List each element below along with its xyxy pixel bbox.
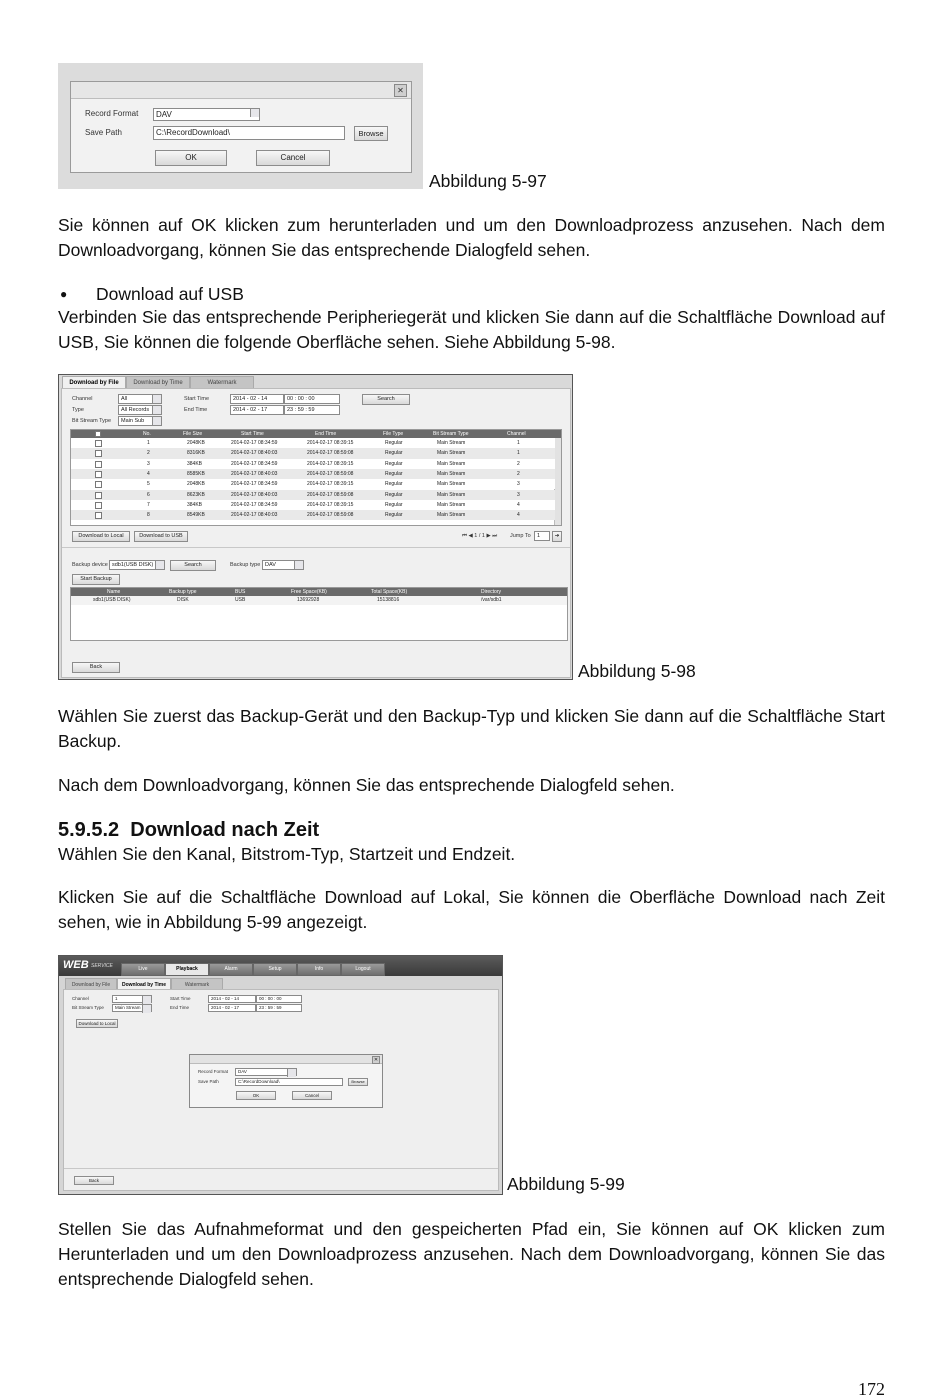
- type-label: Type: [72, 407, 84, 413]
- download-to-local-button[interactable]: Download to Local: [72, 531, 130, 542]
- row-checkbox[interactable]: [95, 512, 102, 519]
- dialog-titlebar: [71, 82, 411, 99]
- cell-file-type: Regular: [385, 512, 403, 519]
- row-checkbox[interactable]: [95, 461, 102, 468]
- paragraph-choose-backup: Wählen Sie zuerst das Backup-Gerät und den Backup-Typ und klicken Sie dann auf die Schaltfläche Start Backup.: [58, 706, 885, 751]
- cell-start-time: 2014-02-17 08:34:59: [231, 481, 278, 488]
- cancel-button[interactable]: Cancel: [256, 150, 330, 166]
- table-row[interactable]: [71, 510, 555, 520]
- col-header-start-time: Start Time: [241, 431, 264, 437]
- cell-file-size: 8585KB: [187, 470, 205, 477]
- figure-caption-5-99: Abbildung 5-99: [507, 1174, 625, 1194]
- figure-caption-5-97: Abbildung 5-97: [429, 171, 547, 191]
- cell-file-size: 8316KB: [187, 450, 205, 457]
- cell-end-time: 2014-02-17 08:39:15: [307, 501, 354, 508]
- table-scrollbar[interactable]: [554, 438, 561, 525]
- save-path-label: Save Path: [85, 128, 122, 137]
- row-checkbox[interactable]: [95, 450, 102, 457]
- table-row[interactable]: [71, 490, 555, 500]
- end-time-label-99: End Time: [170, 1005, 190, 1010]
- ok-button[interactable]: OK: [155, 150, 227, 166]
- cell-file-size: 2048KB: [187, 440, 205, 446]
- tab-download-by-time[interactable]: Download by Time: [126, 376, 190, 389]
- bitstream-label-99: Bit Stream Type: [72, 1005, 104, 1010]
- record-table: [70, 429, 562, 526]
- tab-download-by-file[interactable]: Download by File: [62, 376, 126, 389]
- device-cell-free-space: 13692928: [297, 597, 320, 603]
- cell-channel: 2: [517, 470, 520, 477]
- nav-live[interactable]: Live: [121, 963, 165, 976]
- cancel-button-99[interactable]: Cancel: [292, 1091, 332, 1100]
- device-table: [70, 587, 568, 641]
- end-date-input[interactable]: 2014 - 02 - 17: [230, 405, 284, 415]
- end-date-input-99[interactable]: 2014 - 02 - 17: [208, 1004, 256, 1012]
- web-header: [59, 956, 502, 976]
- type-select[interactable]: All Records: [118, 405, 162, 415]
- device-cell-backup-type: DISK: [177, 597, 189, 603]
- record-download-dialog-99: [189, 1054, 383, 1108]
- cell-bit-stream-type: Main Stream: [437, 450, 466, 457]
- cell-file-type: Regular: [385, 460, 403, 467]
- paragraph-set-format-path: Stellen Sie das Aufnahmeformat und den gespeicherten Pfad ein, Sie können auf OK klicken zum Herunterladen und um den Downloadprozess anzusehen. Nach dem Downloadvorgang, können Sie das entsprechende Dialogfeld sehen.: [58, 1219, 885, 1289]
- start-time-input[interactable]: 00 : 00 : 00: [284, 394, 340, 404]
- back-button-99[interactable]: Back: [74, 1176, 114, 1185]
- search-button[interactable]: Search: [362, 394, 410, 405]
- cell-no: 3: [147, 460, 150, 467]
- cell-file-type: Regular: [385, 501, 403, 508]
- row-checkbox[interactable]: [95, 502, 102, 509]
- paragraph-choose-channel: Wählen Sie den Kanal, Bitstrom-Typ, Startzeit und Endzeit.: [58, 844, 516, 864]
- cell-start-time: 2014-02-17 08:40:03: [231, 470, 278, 477]
- cell-file-type: Regular: [385, 481, 403, 488]
- cell-no: 6: [147, 491, 150, 498]
- cell-end-time: 2014-02-17 08:59:08: [307, 450, 354, 457]
- page-number: 172: [858, 1379, 885, 1399]
- device-col-bus: BUS: [235, 589, 246, 595]
- cell-start-time: 2014-02-17 08:40:03: [231, 512, 278, 519]
- figure-5-97-screenshot: [58, 63, 423, 189]
- top-nav: [121, 963, 502, 975]
- table-header: [71, 430, 561, 438]
- channel-select[interactable]: All: [118, 394, 162, 404]
- cell-start-time: 2014-02-17 08:34:59: [231, 460, 278, 467]
- cell-no: 2: [147, 450, 150, 457]
- save-path-label-99: Save Path: [198, 1079, 219, 1084]
- col-header-channel: Channel: [507, 431, 526, 437]
- cell-channel: 2: [517, 460, 520, 467]
- cell-end-time: 2014-02-17 08:39:15: [307, 481, 354, 488]
- col-header-file-type: File Type: [383, 431, 404, 437]
- cell-end-time: 2014-02-17 08:59:08: [307, 470, 354, 477]
- cell-file-type: Regular: [385, 450, 403, 457]
- start-time-input-99[interactable]: 00 : 00 : 00: [256, 995, 302, 1003]
- cell-no: 4: [147, 470, 150, 477]
- tab-watermark-99[interactable]: Watermark: [171, 978, 223, 991]
- channel-select-99[interactable]: 1: [112, 995, 152, 1003]
- cell-bit-stream-type: Main Stream: [437, 512, 466, 519]
- cell-bit-stream-type: Main Stream: [437, 501, 466, 508]
- cell-no: 5: [147, 481, 150, 488]
- bullet-icon: ●: [60, 287, 68, 301]
- cell-file-type: Regular: [385, 491, 403, 498]
- cell-no: 8: [147, 512, 150, 519]
- device-cell-directory: /var/sdb1: [481, 597, 502, 603]
- jump-go-button[interactable]: ➔: [552, 531, 562, 542]
- cell-bit-stream-type: Main Stream: [437, 470, 466, 477]
- save-path-input-99[interactable]: C:\RecordDownload\: [235, 1078, 343, 1086]
- start-date-input-99[interactable]: 2014 - 02 - 14: [208, 995, 256, 1003]
- device-col-backup-type: Backup type: [169, 589, 197, 595]
- figure-5-99-screenshot: [58, 955, 503, 1195]
- save-path-input[interactable]: C:\RecordDownload\: [153, 126, 345, 140]
- col-header-no: No.: [143, 431, 151, 437]
- cell-channel: 3: [517, 481, 520, 488]
- logo-subtitle: SERVICE: [91, 963, 113, 969]
- cell-file-size: 8623KB: [187, 491, 205, 498]
- cell-start-time: 2014-02-17 08:40:03: [231, 450, 278, 457]
- divider: [62, 547, 570, 548]
- cell-file-type: Regular: [385, 470, 403, 477]
- section-title: Download nach Zeit: [130, 819, 320, 841]
- cell-file-size: 2048KB: [187, 481, 205, 488]
- pager-nav[interactable]: ⏮ ◀ 1 / 1 ▶ ⏭: [462, 533, 498, 539]
- close-icon[interactable]: ✕: [394, 84, 407, 97]
- backup-type-label: Backup type: [230, 562, 261, 568]
- close-icon-99[interactable]: ✕: [373, 1057, 379, 1063]
- start-backup-button[interactable]: Start Backup: [72, 574, 120, 585]
- start-time-label: Start Time: [184, 396, 210, 402]
- record-format-label-99: Record Format: [198, 1069, 229, 1074]
- record-format-label: Record Format: [85, 109, 139, 118]
- cell-bit-stream-type: Main Stream: [437, 460, 466, 467]
- nav-alarm[interactable]: Alarm: [209, 963, 253, 976]
- tab-bar: [62, 376, 572, 388]
- table-row[interactable]: [71, 469, 555, 479]
- cell-no: 7: [147, 501, 150, 508]
- section-heading: [58, 817, 319, 843]
- device-table-header: [71, 588, 567, 596]
- cell-start-time: 2014-02-17 08:34:59: [231, 501, 278, 508]
- table-row[interactable]: [71, 479, 555, 489]
- bitstream-select-99[interactable]: Main Stream: [112, 1004, 152, 1012]
- device-col-free-space: Free Space(KB): [291, 589, 327, 595]
- device-cell-bus: USB: [235, 597, 246, 603]
- nav-playback[interactable]: Playback: [165, 963, 209, 976]
- backup-device-label: Backup device: [72, 562, 108, 568]
- col-header-bit-stream-type: Bit Stream Type: [433, 431, 469, 437]
- bitstream-select[interactable]: Main Sub: [118, 416, 162, 426]
- row-checkbox[interactable]: [95, 492, 102, 499]
- download-to-usb-button[interactable]: Download to USB: [134, 531, 188, 542]
- device-col-name: Name: [107, 589, 121, 595]
- cell-end-time: 2014-02-17 08:59:08: [307, 512, 354, 519]
- start-time-label-99: Start Time: [170, 996, 191, 1001]
- content-panel: [61, 388, 571, 678]
- cell-bit-stream-type: Main Stream: [437, 491, 466, 498]
- browse-button-99[interactable]: Browse: [348, 1078, 368, 1086]
- cell-file-size: 8549KB: [187, 512, 205, 519]
- row-checkbox[interactable]: [95, 481, 102, 488]
- figure-caption-5-98: Abbildung 5-98: [578, 661, 696, 681]
- cell-bit-stream-type: Main Stream: [437, 481, 466, 488]
- row-checkbox[interactable]: [95, 471, 102, 478]
- cell-start-time: 2014-02-17 08:40:03: [231, 491, 278, 498]
- start-date-input[interactable]: 2014 - 02 - 14: [230, 394, 284, 404]
- tab-watermark[interactable]: Watermark: [190, 376, 254, 389]
- cell-file-size: 384KB: [187, 460, 203, 467]
- paragraph-ok-download: Sie können auf OK klicken zum herunterladen und um den Downloadprozess anzusehen. Nach dem Downloadvorgang, können Sie das entsprechende Dialogfeld sehen.: [58, 215, 885, 260]
- cell-start-time: 2014-02-17 08:34:59: [231, 440, 278, 446]
- table-row[interactable]: [71, 500, 555, 510]
- cell-channel: 4: [517, 501, 520, 508]
- bullet-download-usb: Download auf USB: [96, 284, 244, 304]
- backup-type-select[interactable]: DAV: [262, 560, 304, 570]
- cell-end-time: 2014-02-17 08:39:15: [307, 440, 354, 446]
- col-header-end-time: End Time: [315, 431, 337, 437]
- back-button[interactable]: Back: [72, 662, 120, 673]
- cell-file-type: Regular: [385, 440, 403, 446]
- dialog-titlebar-99: [190, 1055, 382, 1064]
- backup-search-button[interactable]: Search: [170, 560, 216, 571]
- bitstream-label: Bit Stream Type: [72, 418, 112, 424]
- paragraph-connect-peripheral: Verbinden Sie das entsprechende Peripheriegerät und klicken Sie dann auf die Schaltfläche Download auf USB, Sie können die folgende Oberfläche sehen. Siehe Abbildung 5-98.: [58, 307, 885, 352]
- row-checkbox[interactable]: [95, 440, 102, 447]
- paragraph-click-download-local: Klicken Sie auf die Schaltfläche Download auf Lokal, Sie können die Oberfläche Download nach Zeit sehen, wie in Abbildung 5-99 angezeigt.: [58, 887, 885, 932]
- record-format-select[interactable]: DAV: [153, 108, 260, 121]
- tab-download-by-time-99[interactable]: Download by Time: [117, 978, 171, 991]
- backup-device-select[interactable]: sdb1(USB DISK): [109, 560, 165, 570]
- download-to-local-button-99[interactable]: Download to Local: [76, 1019, 118, 1028]
- cell-file-size: 384KB: [187, 501, 203, 508]
- col-header-file-size: File Size: [183, 431, 203, 437]
- table-row[interactable]: [71, 459, 555, 469]
- logo: WEB: [63, 959, 89, 971]
- cell-end-time: 2014-02-17 08:39:15: [307, 460, 354, 467]
- cell-no: 1: [147, 440, 150, 446]
- table-row[interactable]: [71, 438, 555, 448]
- browse-button[interactable]: Browse: [354, 126, 388, 141]
- end-time-input[interactable]: 23 : 59 : 59: [284, 405, 340, 415]
- figure-5-98-screenshot: [58, 374, 573, 680]
- nav-info[interactable]: Info: [297, 963, 341, 976]
- tab-download-by-file-99[interactable]: Download by File: [65, 978, 117, 991]
- end-time-label: End Time: [184, 407, 208, 413]
- content-panel-99: [63, 989, 499, 1191]
- channel-label: Channel: [72, 396, 93, 402]
- jump-to-label: Jump To: [510, 533, 531, 539]
- nav-setup[interactable]: Setup: [253, 963, 297, 976]
- paragraph-after-download: Nach dem Downloadvorgang, können Sie das entsprechende Dialogfeld sehen.: [58, 775, 675, 795]
- device-cell-total-space: 15138816: [377, 597, 400, 603]
- cell-channel: 4: [517, 512, 520, 519]
- section-number: 5.9.5.2: [58, 819, 120, 841]
- table-body: [71, 438, 555, 525]
- device-col-total-space: Total Space(KB): [371, 589, 408, 595]
- record-download-dialog: [70, 81, 412, 173]
- jump-to-input[interactable]: 1: [534, 531, 550, 541]
- cell-channel: 1: [517, 440, 520, 446]
- table-row[interactable]: [71, 448, 555, 458]
- channel-label-99: Channel: [72, 996, 89, 1001]
- cell-channel: 3: [517, 491, 520, 498]
- nav-logout[interactable]: Logout: [341, 963, 385, 976]
- record-format-select-99[interactable]: DAV: [235, 1068, 297, 1076]
- ok-button-99[interactable]: OK: [236, 1091, 276, 1100]
- cell-end-time: 2014-02-17 08:59:08: [307, 491, 354, 498]
- device-col-directory: Directory: [481, 589, 502, 595]
- device-cell-name: sdb1(USB DISK): [93, 597, 131, 603]
- cell-bit-stream-type: Main Stream: [437, 440, 466, 446]
- cell-channel: 1: [517, 450, 520, 457]
- device-row[interactable]: [71, 596, 567, 605]
- divider-99: [64, 1168, 498, 1169]
- select-all-checkbox[interactable]: [95, 431, 101, 437]
- end-time-input-99[interactable]: 23 : 59 : 59: [256, 1004, 302, 1012]
